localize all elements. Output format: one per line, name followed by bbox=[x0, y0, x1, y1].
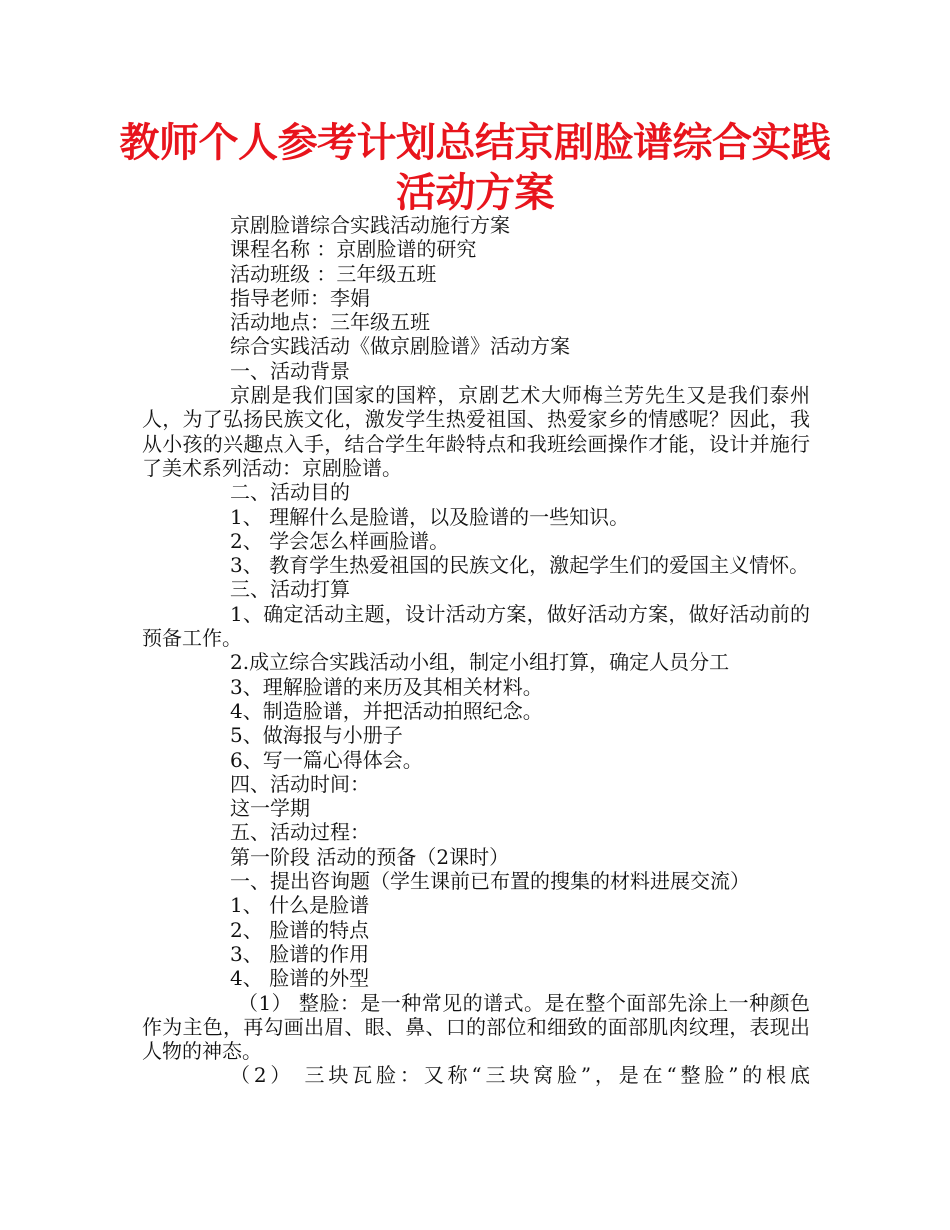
doc-line: 课程名称 ：京剧脸谱的研究 bbox=[230, 237, 477, 262]
list-item: 2、 学会怎么样画脸谱。 bbox=[230, 528, 450, 553]
list-item: 4、 脸谱的外型 bbox=[230, 966, 370, 991]
doc-line: 综合实践活动《做京剧脸谱》活动方案 bbox=[230, 334, 570, 359]
list-item: 3、 脸谱的作用 bbox=[230, 941, 370, 966]
section-heading: 二、活动目的 bbox=[230, 480, 350, 505]
list-item: 1、 理解什么是脸谱，以及脸谱的一些知识。 bbox=[230, 504, 630, 529]
doc-line: 活动班级 ：三年级五班 bbox=[230, 261, 437, 286]
doc-paragraph: 京剧是我们国家的国粹，京剧艺术大师梅兰芳先生又是我们泰州人，为了弘扬民族文化，激发学生热爱祖国、热爱家乡的情感呢？因此，我从小孩的兴趣点入手，结合学生年龄特点和我班绘画操作才能，设计并施行了美术系列活动：京剧脸谱。 bbox=[142, 383, 810, 480]
doc-line: 这一学期 bbox=[230, 796, 310, 821]
doc-line: 活动地点：三年级五班 bbox=[230, 310, 430, 335]
document-body bbox=[142, 213, 810, 1088]
doc-line: 第一阶段 活动的预备（2课时） bbox=[230, 844, 510, 869]
list-item: 6、写一篇心得体会。 bbox=[230, 747, 423, 772]
section-heading: 四、活动时间： bbox=[230, 771, 370, 796]
list-item: 3、理解脸谱的来历及其相关材料。 bbox=[230, 674, 543, 699]
list-item: 1、确定活动主题，设计活动方案，做好活动方案，做好活动前的预备工作。 bbox=[142, 601, 810, 651]
list-item: 4、制造脸谱，并把活动拍照纪念。 bbox=[230, 698, 543, 723]
doc-line: 一、提出咨询题（学生课前已布置的搜集的材料进展交流） bbox=[230, 869, 750, 894]
document-title: 教师个人参考计划总结京剧脸谱综合实践活动方案 bbox=[119, 120, 831, 216]
doc-paragraph: （1） 整脸：是一种常见的谱式。是在整个面部先涂上一种颜色作为主色，再勾画出眉、眼、鼻、口的部位和细致的面部肌肉纹理，表现出人物的神态。 bbox=[142, 990, 810, 1064]
list-item: 1、 什么是脸谱 bbox=[230, 893, 370, 918]
list-item: 2.成立综合实践活动小组，制定小组打算，确定人员分工 bbox=[230, 650, 730, 675]
list-item: 2、 脸谱的特点 bbox=[230, 917, 370, 942]
list-item: 5、做海报与小册子 bbox=[230, 723, 403, 748]
section-heading: 三、活动打算 bbox=[230, 577, 350, 602]
doc-paragraph: （2） 三块瓦脸：又称“三块窝脸”，是在“整脸”的根底 bbox=[230, 1063, 810, 1088]
list-item: 3、 教育学生热爱祖国的民族文化，激起学生们的爱国主义情怀。 bbox=[230, 553, 810, 578]
section-heading: 五、活动过程： bbox=[230, 820, 370, 845]
section-heading: 一、活动背景 bbox=[230, 358, 350, 383]
doc-line: 京剧脸谱综合实践活动施行方案 bbox=[230, 213, 510, 237]
doc-line: 指导老师：李娟 bbox=[230, 285, 370, 310]
